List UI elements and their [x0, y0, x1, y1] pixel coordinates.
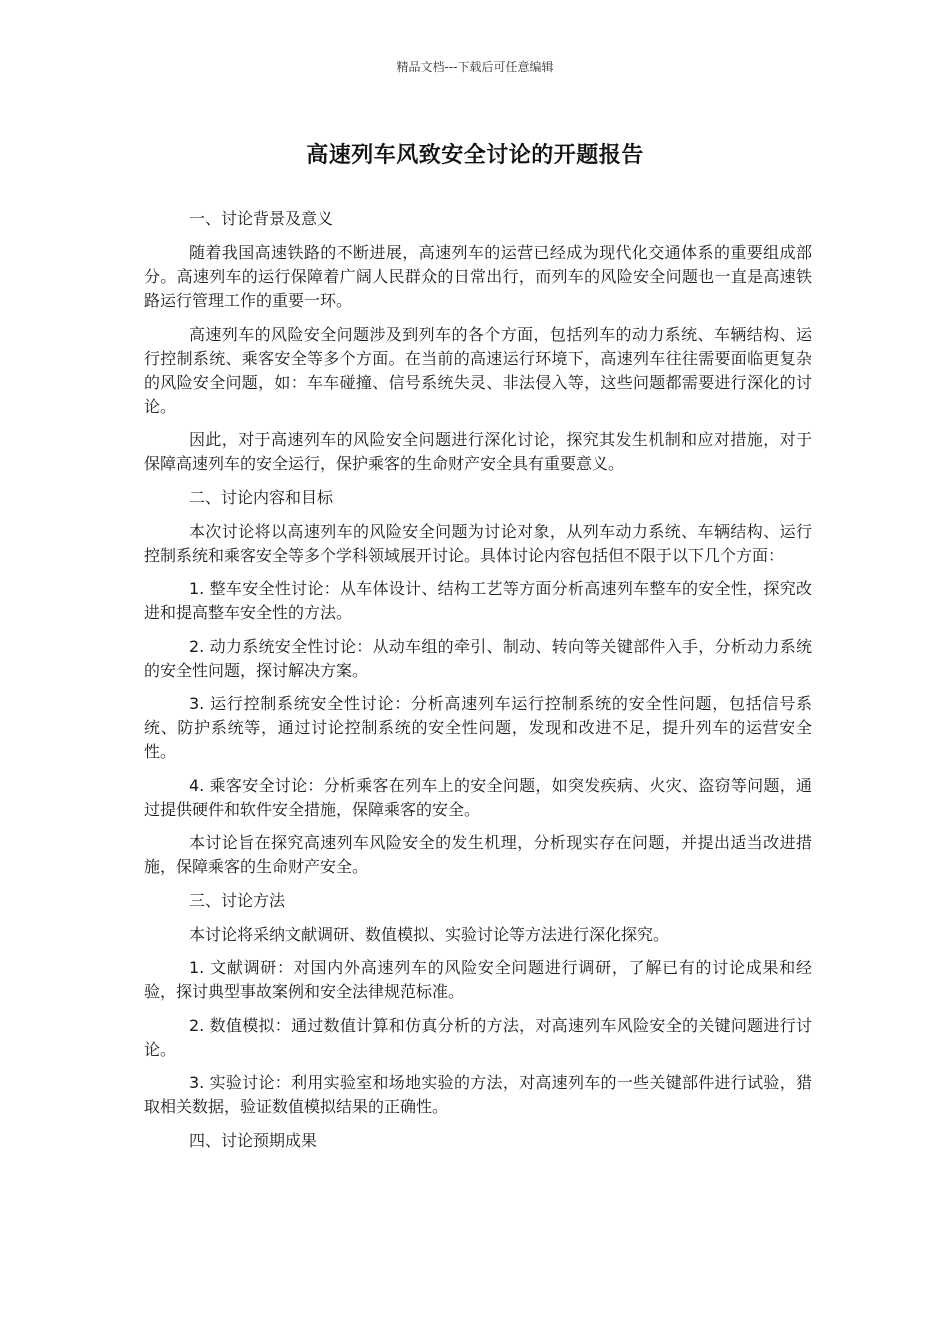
list-item: 1. 文献调研：对国内外高速列车的风险安全问题进行调研，了解已有的讨论成果和经验，探讨典型事故案例和安全法律规范标准。 — [144, 958, 812, 1001]
document-body — [144, 207, 812, 1163]
section-heading-content-goals: 二、讨论内容和目标 — [189, 487, 334, 507]
list-item: 4. 乘客安全讨论：分析乘客在列车上的安全问题，如突发疾病、火灾、盗窃等问题，通过提供硬件和软件安全措施，保障乘客的安全。 — [144, 775, 812, 819]
section-heading-background: 一、讨论背景及意义 — [189, 209, 334, 228]
list-item: 3. 实验讨论：利用实验室和场地实验的方法，对高速列车的一些关键部件进行试验，猎取相关数据，验证数值模拟结果的正确性。 — [144, 1073, 812, 1116]
section-heading-expected-results: 四、讨论预期成果 — [189, 1130, 318, 1150]
document-title: 高速列车风致安全讨论的开题报告 — [306, 143, 644, 168]
list-item: 3. 运行控制系统安全性讨论：分析高速列车运行控制系统的安全性问题，包括信号系统、防护系统等，通过讨论控制系统的安全性问题，发现和改进不足，提升列车的运营安全性。 — [144, 694, 812, 761]
paragraph: 高速列车的风险安全问题涉及到列车的各个方面，包括列车的动力系统、车辆结构、运行控制系统、乘客安全等多个方面。在当前的高速运行环境下，高速列车往往需要面临更复杂的风险安全问题，如：车车碰撞、信号系统失灵、非法侵入等，这些问题都需要进行深化的讨论。 — [144, 324, 812, 416]
list-item: 2. 数值模拟：通过数值计算和仿真分析的方法，对高速列车风险安全的关键问题进行讨论。 — [144, 1015, 812, 1059]
header-note: 精品文档---下载后可任意编辑 — [396, 60, 554, 74]
paragraph: 本讨论旨在探究高速列车风险安全的发生机理，分析现实存在问题，并提出适当改进措施，保障乘客的生命财产安全。 — [144, 833, 812, 876]
paragraph: 本次讨论将以高速列车的风险安全问题为讨论对象，从列车动力系统、车辆结构、运行控制系统和乘客安全等多个学科领域展开讨论。具体讨论内容包括但不限于以下几个方面： — [144, 521, 812, 565]
list-item: 2. 动力系统安全性讨论：从动车组的牵引、制动、转向等关键部件入手，分析动力系统的安全性问题，探讨解决方案。 — [144, 636, 812, 680]
paragraph: 随着我国高速铁路的不断进展，高速列车的运营已经成为现代化交通体系的重要组成部分。高速列车的运行保障着广阔人民群众的日常出行，而列车的风险安全问题也一直是高速铁路运行管理工作的重要一环。 — [144, 243, 812, 310]
section-heading-methods: 三、讨论方法 — [189, 890, 286, 910]
paragraph: 本讨论将采纳文献调研、数值模拟、实验讨论等方法进行深化探究。 — [189, 924, 670, 944]
paragraph: 因此，对于高速列车的风险安全问题进行深化讨论，探究其发生机制和应对措施，对于保障高速列车的安全运行，保护乘客的生命财产安全具有重要意义。 — [144, 430, 812, 473]
list-item: 1. 整车安全性讨论：从车体设计、结构工艺等方面分析高速列车整车的安全性，探究改进和提高整车安全性的方法。 — [144, 579, 812, 622]
